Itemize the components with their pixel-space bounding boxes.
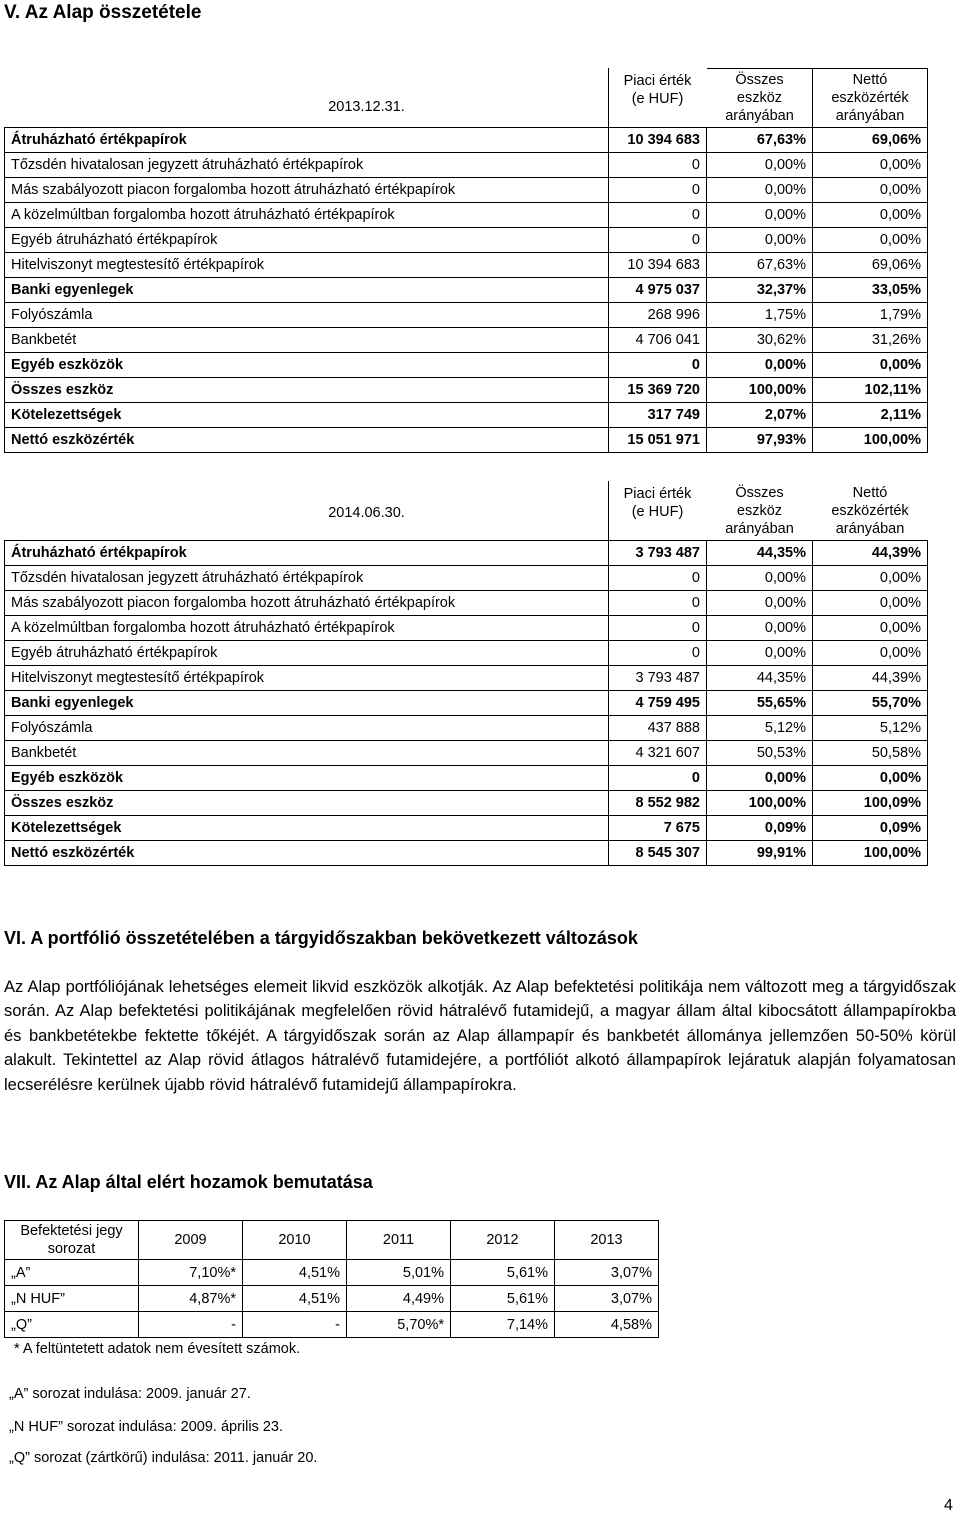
row-label: Egyéb eszközök <box>5 353 609 378</box>
market-value: 4 975 037 <box>609 278 707 303</box>
returns-row <box>5 1312 659 1338</box>
table-row <box>5 716 928 741</box>
nav-ratio: 31,26% <box>813 328 928 353</box>
table-row <box>5 816 928 841</box>
market-value: 0 <box>609 616 707 641</box>
year-header: 2009 <box>139 1221 243 1260</box>
return-value: 7,14% <box>451 1312 555 1338</box>
section-title-vii: VII. Az Alap által elért hozamok bemutatása <box>4 1172 373 1192</box>
table-row <box>5 153 928 178</box>
nav-ratio: 0,00% <box>813 616 928 641</box>
nav-ratio: 0,00% <box>813 591 928 616</box>
nav-ratio: 69,06% <box>813 253 928 278</box>
row-label: Hitelviszonyt megtestesítő értékpapírok <box>5 666 609 691</box>
nav-ratio: 50,58% <box>813 741 928 766</box>
table-row <box>5 353 928 378</box>
total-assets-ratio: 0,00% <box>707 228 813 253</box>
total-assets-ratio: 30,62% <box>707 328 813 353</box>
row-label: Más szabályozott piacon forgalomba hozott átruházható értékpapírok <box>5 591 609 616</box>
table-row <box>5 303 928 328</box>
total-assets-ratio: 2,07% <box>707 403 813 428</box>
table-row <box>5 841 928 866</box>
return-value: 7,10%* <box>139 1260 243 1286</box>
total-assets-ratio: 100,00% <box>707 378 813 403</box>
market-value-header: Piaci érték (e HUF) <box>609 69 707 128</box>
total-assets-ratio: 1,75% <box>707 303 813 328</box>
table-row <box>5 428 928 453</box>
row-label: Bankbetét <box>5 328 609 353</box>
market-value-header: Piaci érték (e HUF) <box>609 482 707 541</box>
table-row <box>5 328 928 353</box>
market-value: 317 749 <box>609 403 707 428</box>
total-assets-ratio: 0,00% <box>707 153 813 178</box>
table-date-header <box>5 482 609 541</box>
row-label: Nettó eszközérték <box>5 841 609 866</box>
row-label: Tőzsdén hivatalosan jegyzett átruházható értékpapírok <box>5 566 609 591</box>
nav-ratio: 44,39% <box>813 666 928 691</box>
row-label: Tőzsdén hivatalosan jegyzett átruházható értékpapírok <box>5 153 609 178</box>
series-q-start-note: „Q” sorozat (zártkörű) indulása: 2011. január 20. <box>9 1450 318 1466</box>
returns-header-row <box>5 1221 659 1260</box>
nav-ratio: 55,70% <box>813 691 928 716</box>
total-assets-ratio: 67,63% <box>707 253 813 278</box>
total-assets-ratio: 0,00% <box>707 616 813 641</box>
total-assets-ratio: 0,00% <box>707 766 813 791</box>
nav-ratio: 0,00% <box>813 566 928 591</box>
total-assets-ratio: 99,91% <box>707 841 813 866</box>
market-value: 10 394 683 <box>609 128 707 153</box>
return-value: 5,61% <box>451 1286 555 1312</box>
table-row <box>5 591 928 616</box>
return-value: 4,49% <box>347 1286 451 1312</box>
table-date: 2014.06.30. <box>328 505 405 521</box>
nav-ratio: 0,00% <box>813 178 928 203</box>
table-row <box>5 741 928 766</box>
nav-ratio: 44,39% <box>813 541 928 566</box>
series-name: „A” <box>5 1260 139 1286</box>
row-label: Banki egyenlegek <box>5 691 609 716</box>
returns-row <box>5 1260 659 1286</box>
market-value: 8 552 982 <box>609 791 707 816</box>
market-value: 4 706 041 <box>609 328 707 353</box>
nav-ratio: 100,00% <box>813 841 928 866</box>
row-label: Folyószámla <box>5 303 609 328</box>
return-value: 4,51% <box>243 1260 347 1286</box>
market-value: 15 369 720 <box>609 378 707 403</box>
nav-ratio: 5,12% <box>813 716 928 741</box>
market-value: 15 051 971 <box>609 428 707 453</box>
table-row <box>5 791 928 816</box>
nav-ratio: 69,06% <box>813 128 928 153</box>
table-row <box>5 403 928 428</box>
row-label: Összes eszköz <box>5 378 609 403</box>
return-value: 4,58% <box>555 1312 659 1338</box>
table-date-header <box>5 69 609 128</box>
nav-ratio: 0,09% <box>813 816 928 841</box>
returns-row <box>5 1286 659 1312</box>
table-row <box>5 691 928 716</box>
page-number: 4 <box>944 1497 953 1514</box>
market-value: 8 545 307 <box>609 841 707 866</box>
return-value: 5,61% <box>451 1260 555 1286</box>
total-assets-ratio: 97,93% <box>707 428 813 453</box>
total-assets-ratio: 5,12% <box>707 716 813 741</box>
year-header: 2010 <box>243 1221 347 1260</box>
year-header: 2012 <box>451 1221 555 1260</box>
series-header: Befektetési jegy sorozat <box>5 1221 139 1260</box>
table-row <box>5 178 928 203</box>
market-value: 0 <box>609 153 707 178</box>
nav-ratio: 1,79% <box>813 303 928 328</box>
table-row <box>5 378 928 403</box>
total-assets-ratio: 55,65% <box>707 691 813 716</box>
returns-footnote: * A feltüntetett adatok nem évesített számok. <box>14 1341 301 1357</box>
table-row <box>5 541 928 566</box>
market-value: 4 759 495 <box>609 691 707 716</box>
table-row <box>5 128 928 153</box>
row-label: Egyéb eszközök <box>5 766 609 791</box>
return-value: 5,01% <box>347 1260 451 1286</box>
return-value: - <box>243 1312 347 1338</box>
total-assets-ratio: 32,37% <box>707 278 813 303</box>
returns-table <box>4 1220 659 1338</box>
nav-ratio: 0,00% <box>813 228 928 253</box>
nav-ratio: 0,00% <box>813 641 928 666</box>
market-value: 4 321 607 <box>609 741 707 766</box>
market-value: 0 <box>609 353 707 378</box>
table-row <box>5 641 928 666</box>
row-label: Egyéb átruházható értékpapírok <box>5 228 609 253</box>
nav-ratio: 102,11% <box>813 378 928 403</box>
total-assets-ratio-header: Összes eszköz arányában <box>707 69 813 128</box>
total-assets-ratio: 50,53% <box>707 741 813 766</box>
composition-table-2014 <box>4 481 928 866</box>
nav-ratio-header: Nettó eszközérték arányában <box>813 482 928 541</box>
total-assets-ratio: 0,00% <box>707 641 813 666</box>
section-title-vi: VI. A portfólió összetételében a tárgyidőszakban bekövetkezett változások <box>4 928 638 948</box>
row-label: Átruházható értékpapírok <box>5 541 609 566</box>
row-label: Hitelviszonyt megtestesítő értékpapírok <box>5 253 609 278</box>
return-value: 4,87%* <box>139 1286 243 1312</box>
series-name: „Q” <box>5 1312 139 1338</box>
return-value: - <box>139 1312 243 1338</box>
nav-ratio: 100,09% <box>813 791 928 816</box>
table-row <box>5 666 928 691</box>
series-name: „N HUF” <box>5 1286 139 1312</box>
row-label: Folyószámla <box>5 716 609 741</box>
nav-ratio: 0,00% <box>813 766 928 791</box>
row-label: Bankbetét <box>5 741 609 766</box>
nav-ratio: 100,00% <box>813 428 928 453</box>
market-value: 10 394 683 <box>609 253 707 278</box>
row-label: Összes eszköz <box>5 791 609 816</box>
section-title-v: V. Az Alap összetétele <box>4 2 202 23</box>
market-value: 0 <box>609 228 707 253</box>
nav-ratio: 33,05% <box>813 278 928 303</box>
series-a-start-note: „A” sorozat indulása: 2009. január 27. <box>9 1386 251 1402</box>
composition-table-2013 <box>4 68 928 453</box>
total-assets-ratio: 0,00% <box>707 178 813 203</box>
table-date: 2013.12.31. <box>328 99 405 115</box>
table-row <box>5 766 928 791</box>
year-header: 2011 <box>347 1221 451 1260</box>
total-assets-ratio: 0,00% <box>707 566 813 591</box>
table-row <box>5 253 928 278</box>
return-value: 5,70%* <box>347 1312 451 1338</box>
total-assets-ratio: 0,00% <box>707 203 813 228</box>
total-assets-ratio: 44,35% <box>707 666 813 691</box>
return-value: 3,07% <box>555 1286 659 1312</box>
market-value: 437 888 <box>609 716 707 741</box>
series-nhuf-start-note: „N HUF” sorozat indulása: 2009. április 23. <box>9 1419 284 1435</box>
total-assets-ratio: 44,35% <box>707 541 813 566</box>
row-label: Más szabályozott piacon forgalomba hozott átruházható értékpapírok <box>5 178 609 203</box>
year-header: 2013 <box>555 1221 659 1260</box>
market-value: 0 <box>609 766 707 791</box>
total-assets-ratio: 0,00% <box>707 591 813 616</box>
return-value: 4,51% <box>243 1286 347 1312</box>
market-value: 0 <box>609 203 707 228</box>
market-value: 0 <box>609 178 707 203</box>
market-value: 0 <box>609 591 707 616</box>
table-row <box>5 278 928 303</box>
total-assets-ratio: 67,63% <box>707 128 813 153</box>
total-assets-ratio-header: Összes eszköz arányában <box>707 482 813 541</box>
row-label: A közelmúltban forgalomba hozott átruházható értékpapírok <box>5 203 609 228</box>
table-row <box>5 228 928 253</box>
row-label: A közelmúltban forgalomba hozott átruházható értékpapírok <box>5 616 609 641</box>
total-assets-ratio: 0,09% <box>707 816 813 841</box>
row-label: Nettó eszközérték <box>5 428 609 453</box>
market-value: 268 996 <box>609 303 707 328</box>
row-label: Átruházható értékpapírok <box>5 128 609 153</box>
nav-ratio: 2,11% <box>813 403 928 428</box>
market-value: 0 <box>609 641 707 666</box>
return-value: 3,07% <box>555 1260 659 1286</box>
row-label: Banki egyenlegek <box>5 278 609 303</box>
market-value: 0 <box>609 566 707 591</box>
row-label: Egyéb átruházható értékpapírok <box>5 641 609 666</box>
row-label: Kötelezettségek <box>5 816 609 841</box>
nav-ratio: 0,00% <box>813 353 928 378</box>
table-row <box>5 566 928 591</box>
market-value: 3 793 487 <box>609 666 707 691</box>
market-value: 3 793 487 <box>609 541 707 566</box>
row-label: Kötelezettségek <box>5 403 609 428</box>
nav-ratio: 0,00% <box>813 153 928 178</box>
total-assets-ratio: 0,00% <box>707 353 813 378</box>
portfolio-changes-paragraph: Az Alap portfóliójának lehetséges elemeit likvid eszközök alkotják. Az Alap befektetési politikája nem változott meg a tárgyidőszak során. Az Alap befektetési politikájának megfelelően rövid hátralévő futamidejű, a magyar állam által kibocsátott állampapírokba és bankbetétekbe fektette tőkéjét. A tárgyidőszak során az Alap állampapír és bankbetét állománya jellemzően 50-50% körül alakult. Tekintettel az Alap rövid átlagos hátralévő futamidejére, a portfóliót alkotó állampapírok lejáratuk alapján folyamatosan lecserélésre kerülnek újabb rövid hátralévő futamidejű állampapírokra. <box>4 978 956 1094</box>
nav-ratio-header: Nettó eszközérték arányában <box>813 69 928 128</box>
nav-ratio: 0,00% <box>813 203 928 228</box>
table-row <box>5 616 928 641</box>
total-assets-ratio: 100,00% <box>707 791 813 816</box>
table-row <box>5 203 928 228</box>
market-value: 7 675 <box>609 816 707 841</box>
